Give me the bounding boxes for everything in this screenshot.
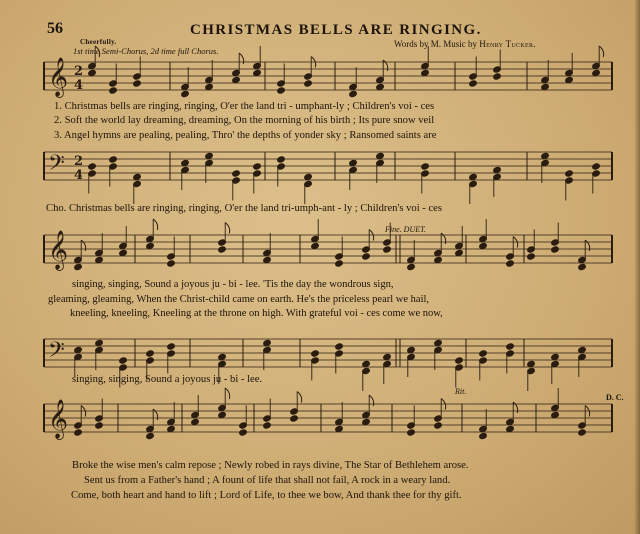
note-head — [181, 90, 190, 97]
note-head — [469, 173, 478, 180]
note-head — [109, 156, 118, 163]
note-head — [383, 246, 392, 253]
middle-lyric-3: kneeling, kneeling, Kneeling at the throne on high. With grateful voi - ces come we now, — [70, 308, 443, 319]
note-head — [119, 357, 128, 364]
note-head — [277, 156, 286, 163]
note-head — [109, 87, 118, 94]
performance-note: 1st time Semi-Chorus, 2d time full Chorus. — [73, 46, 219, 56]
note-head — [167, 343, 176, 350]
note-head — [167, 425, 176, 432]
note-head — [362, 253, 371, 260]
note-head — [167, 260, 176, 267]
note-head — [407, 429, 416, 436]
note-flag — [599, 46, 604, 57]
note-head — [191, 418, 200, 425]
time-signature-bottom: 4 — [74, 168, 84, 183]
note-head — [74, 346, 83, 353]
note-head — [218, 246, 227, 253]
middle-lyric-1: singing, singing, Sound a joyous ju - bi - lee. 'Tis the day the wondrous sign, — [72, 279, 394, 290]
note-head — [541, 152, 550, 159]
note-head — [407, 346, 416, 353]
note-flag — [225, 223, 230, 234]
note-head — [146, 432, 155, 439]
note-head — [349, 90, 358, 97]
note-head — [578, 429, 587, 436]
note-head — [277, 87, 286, 94]
note-head — [88, 69, 97, 76]
note-head — [383, 353, 392, 360]
note-head — [335, 343, 344, 350]
note-flag — [153, 219, 158, 230]
note-head — [506, 260, 515, 267]
bass-clef-icon: 𝄢 — [48, 338, 65, 368]
credits-prefix: Words by M. Music by — [394, 39, 478, 49]
note-head — [88, 163, 97, 170]
note-head — [133, 173, 142, 180]
note-head — [311, 350, 320, 357]
note-head — [335, 260, 344, 267]
bass-lyric: singing, singing, Sound a joyous ju - bi - lee. — [72, 374, 263, 385]
treble-clef-icon: 𝄞 — [48, 230, 69, 270]
note-head — [493, 73, 502, 80]
note-head — [527, 360, 536, 367]
note-head — [349, 159, 358, 166]
song-title: CHRISTMAS BELLS ARE RINGING. — [190, 22, 482, 38]
note-head — [434, 339, 443, 346]
note-head — [263, 339, 272, 346]
note-head — [434, 256, 443, 263]
time-signature-top: 2 — [74, 154, 84, 169]
note-head — [479, 350, 488, 357]
note-head — [565, 76, 574, 83]
note-head — [541, 83, 550, 90]
note-head — [493, 166, 502, 173]
note-head — [592, 69, 601, 76]
note-head — [376, 152, 385, 159]
bottom-lyric-3: Come, both heart and hand to lift ; Lord of Life, to thee we bow, And thank thee for thy gift. — [71, 490, 462, 501]
note-head — [263, 422, 272, 429]
note-head — [95, 422, 104, 429]
time-signature-top: 2 — [74, 64, 84, 79]
note-head — [578, 346, 587, 353]
note-head — [218, 411, 227, 418]
bottom-lyric-1: Broke the wise men's calm repose ; Newly robed in rays divine, The Star of Bethlehem arose. — [72, 460, 469, 471]
note-head — [455, 249, 464, 256]
treble-clef-icon: 𝄞 — [48, 399, 69, 439]
note-head — [551, 353, 560, 360]
note-head — [592, 163, 601, 170]
note-head — [362, 418, 371, 425]
verse-3-lyric: 3. Angel hymns are pealing, pealing, Thro' the depths of yonder sky ; Ransomed saints are — [54, 130, 437, 141]
note-head — [362, 360, 371, 367]
page-number: 56 — [47, 20, 63, 37]
note-flag — [95, 46, 100, 57]
chorus-lyric: Cho. Christmas bells are ringing, ringing, O'er the land tri-umph-ant - ly ; Children's voi - ces — [46, 203, 443, 214]
note-head — [506, 343, 515, 350]
note-head — [133, 80, 142, 87]
fine-duet-marking: Fine. DUET. — [385, 225, 426, 234]
note-head — [551, 246, 560, 253]
note-head — [181, 159, 190, 166]
note-head — [205, 83, 214, 90]
middle-lyric-2: gleaming, gleaming, When the Christ-child came on earth. He's the priceless pearl we hail, — [48, 294, 430, 305]
note-flag — [225, 388, 230, 399]
note-head — [232, 76, 241, 83]
note-head — [551, 411, 560, 418]
note-head — [565, 170, 574, 177]
note-head — [232, 170, 241, 177]
note-head — [479, 242, 488, 249]
da-capo-marking: D. C. — [606, 393, 624, 402]
note-head — [304, 80, 313, 87]
note-head — [311, 242, 320, 249]
note-head — [263, 256, 272, 263]
note-head — [253, 163, 262, 170]
note-head — [253, 69, 262, 76]
composer-name: Henry Tucker. — [479, 39, 536, 49]
note-head — [119, 249, 128, 256]
note-head — [290, 415, 299, 422]
note-head — [205, 152, 214, 159]
note-head — [407, 263, 416, 270]
note-head — [455, 357, 464, 364]
note-head — [376, 83, 385, 90]
note-head — [218, 353, 227, 360]
note-flag — [297, 392, 302, 403]
note-head — [578, 263, 587, 270]
note-head — [146, 242, 155, 249]
bottom-lyric-2: Sent us from a Father's hand ; A fount of life that shall not fail, A rock in a weary land. — [84, 475, 451, 486]
note-head — [239, 429, 248, 436]
note-head — [421, 69, 430, 76]
time-signature-bottom: 4 — [74, 78, 84, 93]
note-head — [304, 173, 313, 180]
note-head — [74, 429, 83, 436]
bass-clef-icon: 𝄢 — [48, 151, 65, 181]
note-head — [95, 339, 104, 346]
note-head — [506, 425, 515, 432]
note-head — [74, 263, 83, 270]
verse-1-lyric: 1. Christmas bells are ringing, ringing, O'er the land tri - umphant-ly ; Children's voi - ces — [54, 101, 435, 112]
tempo-marking: Cheerfully. — [80, 38, 117, 46]
note-head — [469, 80, 478, 87]
note-head — [421, 163, 430, 170]
verse-2-lyric: 2. Soft the world lay dreaming, dreaming, On the morning of his birth ; Its pure snow veil — [54, 115, 435, 126]
note-head — [146, 350, 155, 357]
note-head — [479, 432, 488, 439]
note-head — [527, 253, 536, 260]
note-head — [95, 256, 104, 263]
note-head — [434, 422, 443, 429]
ritardando-marking: Rit. — [455, 387, 467, 396]
treble-clef-icon: 𝄞 — [48, 57, 69, 97]
note-head — [335, 425, 344, 432]
